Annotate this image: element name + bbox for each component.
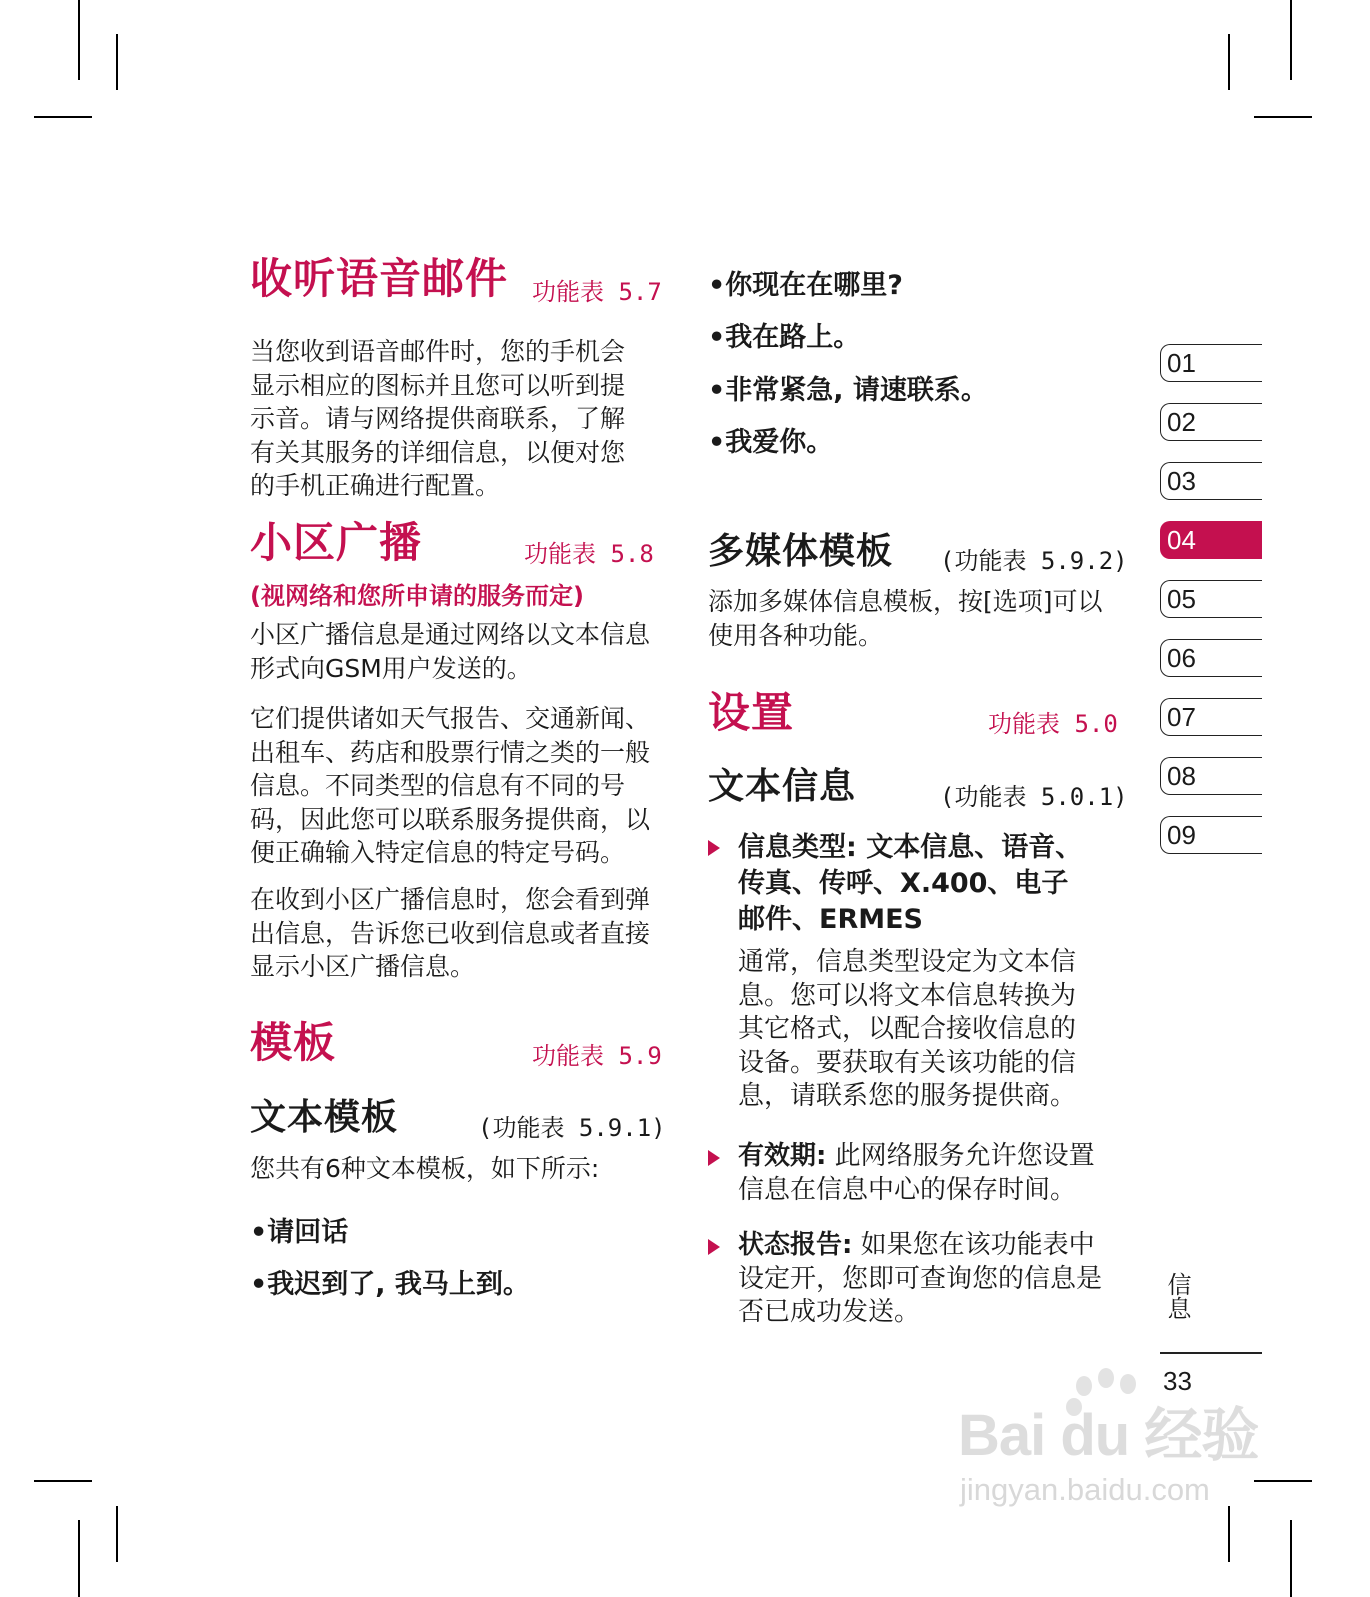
cell-broadcast-paragraph-1: 小区广播信息是通过网络以文本信息形式向GSM用户发送的。 bbox=[250, 620, 651, 683]
item-body: 此网络服务允许您设置信息在信息中心的保存时间。 bbox=[738, 1141, 1095, 1205]
validity-item bbox=[708, 1140, 1108, 1207]
crop-mark bbox=[1228, 34, 1230, 90]
settings-menu-ref: 功能表 5.0 bbox=[988, 710, 1118, 738]
template-item: •请回话 bbox=[250, 1217, 349, 1248]
item-lead: 有效期: bbox=[738, 1141, 827, 1171]
page-number: 33 bbox=[1163, 1366, 1192, 1396]
page-number-rule bbox=[1160, 1352, 1262, 1354]
crop-mark bbox=[1254, 1480, 1312, 1482]
crop-mark bbox=[78, 1520, 80, 1597]
watermark-url: jingyan.baidu.com bbox=[960, 1472, 1210, 1507]
crop-mark bbox=[34, 1480, 92, 1482]
crop-mark bbox=[116, 1506, 118, 1562]
item-lead: 信息类型: bbox=[738, 832, 857, 863]
template-item: •我在路上。 bbox=[708, 322, 861, 353]
multimedia-templates-menu-ref: (功能表 5.9.2) bbox=[940, 547, 1128, 575]
text-templates-heading: 文本模板 bbox=[250, 1097, 399, 1138]
chapter-tab-01[interactable]: 01 bbox=[1160, 344, 1262, 382]
message-type-item bbox=[708, 830, 1108, 1114]
chapter-tab-07[interactable]: 07 bbox=[1160, 698, 1262, 736]
multimedia-templates-description: 添加多媒体信息模板，按[选项]可以使用各种功能。 bbox=[708, 587, 1103, 650]
crop-mark bbox=[1228, 1506, 1230, 1562]
item-body: 如果您在该功能表中设定开，您即可查询您的信息是否已成功发送。 bbox=[738, 1230, 1103, 1327]
template-item: •你现在在哪里? bbox=[708, 270, 903, 301]
chapter-tab-05[interactable]: 05 bbox=[1160, 580, 1262, 618]
cell-broadcast-paragraph-2: 它们提供诸如天气报告、交通新闻、出租车、药店和股票行情之类的一般信息。不同类型的信息有不同的号码，因此您可以联系服务提供商，以便正确输入特定信息的特定号码。 bbox=[250, 704, 651, 867]
crop-mark bbox=[116, 34, 118, 90]
chapter-tab-08[interactable]: 08 bbox=[1160, 757, 1262, 795]
chapter-vertical-label: 信息 bbox=[1163, 1272, 1191, 1320]
watermark-brand: Bai du 经验 bbox=[958, 1403, 1259, 1468]
settings-heading: 设置 bbox=[708, 688, 795, 737]
text-message-heading: 文本信息 bbox=[708, 766, 857, 807]
template-item: •我爱你。 bbox=[708, 427, 834, 458]
text-templates-intro: 您共有6种文本模板，如下所示: bbox=[250, 1154, 600, 1183]
chapter-tab-09[interactable]: 09 bbox=[1160, 816, 1262, 854]
text-message-menu-ref: (功能表 5.0.1) bbox=[940, 783, 1128, 811]
chapter-tab-03[interactable]: 03 bbox=[1160, 462, 1262, 500]
templates-heading: 模板 bbox=[250, 1018, 337, 1067]
template-item: •非常紧急, 请速联系。 bbox=[708, 375, 988, 406]
chapter-tab-02[interactable]: 02 bbox=[1160, 403, 1262, 441]
crop-mark bbox=[1290, 1520, 1292, 1597]
voicemail-menu-ref: 功能表 5.7 bbox=[532, 278, 662, 306]
text-templates-menu-ref: (功能表 5.9.1) bbox=[478, 1114, 666, 1142]
voicemail-heading: 收听语音邮件 bbox=[250, 254, 509, 303]
arrow-right-icon bbox=[708, 1150, 720, 1166]
message-type-description: 通常，信息类型设定为文本信息。您可以将文本信息转换为其它格式，以配合接收信息的设备。要获取有关该功能的信息，请联系您的服务提供商。 bbox=[738, 947, 1077, 1111]
arrow-right-icon bbox=[708, 840, 720, 856]
templates-menu-ref: 功能表 5.9 bbox=[532, 1042, 662, 1070]
multimedia-templates-heading: 多媒体模板 bbox=[708, 531, 894, 572]
arrow-right-icon bbox=[708, 1239, 720, 1255]
chapter-tab-04[interactable]: 04 bbox=[1160, 521, 1262, 559]
crop-mark bbox=[34, 116, 92, 118]
item-lead-rest: 文本信息、语音、传真、传呼、X.400、电子邮件、ERMES bbox=[738, 832, 1083, 935]
cell-broadcast-heading: 小区广播 bbox=[250, 518, 423, 567]
cell-broadcast-menu-ref: 功能表 5.8 bbox=[524, 540, 654, 568]
cell-broadcast-note: (视网络和您所申请的服务而定) bbox=[250, 582, 584, 610]
voicemail-description: 当您收到语音邮件时，您的手机会显示相应的图标并且您可以听到提示音。请与网络提供商联系，了解有关其服务的详细信息，以便对您的手机正确进行配置。 bbox=[250, 337, 626, 500]
chapter-tab-06[interactable]: 06 bbox=[1160, 639, 1262, 677]
template-item: •我迟到了, 我马上到。 bbox=[250, 1269, 530, 1300]
cell-broadcast-paragraph-3: 在收到小区广播信息时，您会看到弹出信息，告诉您已收到信息或者直接显示小区广播信息。 bbox=[250, 885, 651, 981]
item-lead: 状态报告: bbox=[738, 1230, 853, 1260]
crop-mark bbox=[78, 0, 80, 80]
crop-mark bbox=[1290, 0, 1292, 80]
crop-mark bbox=[1254, 116, 1312, 118]
status-report-item bbox=[708, 1229, 1108, 1330]
